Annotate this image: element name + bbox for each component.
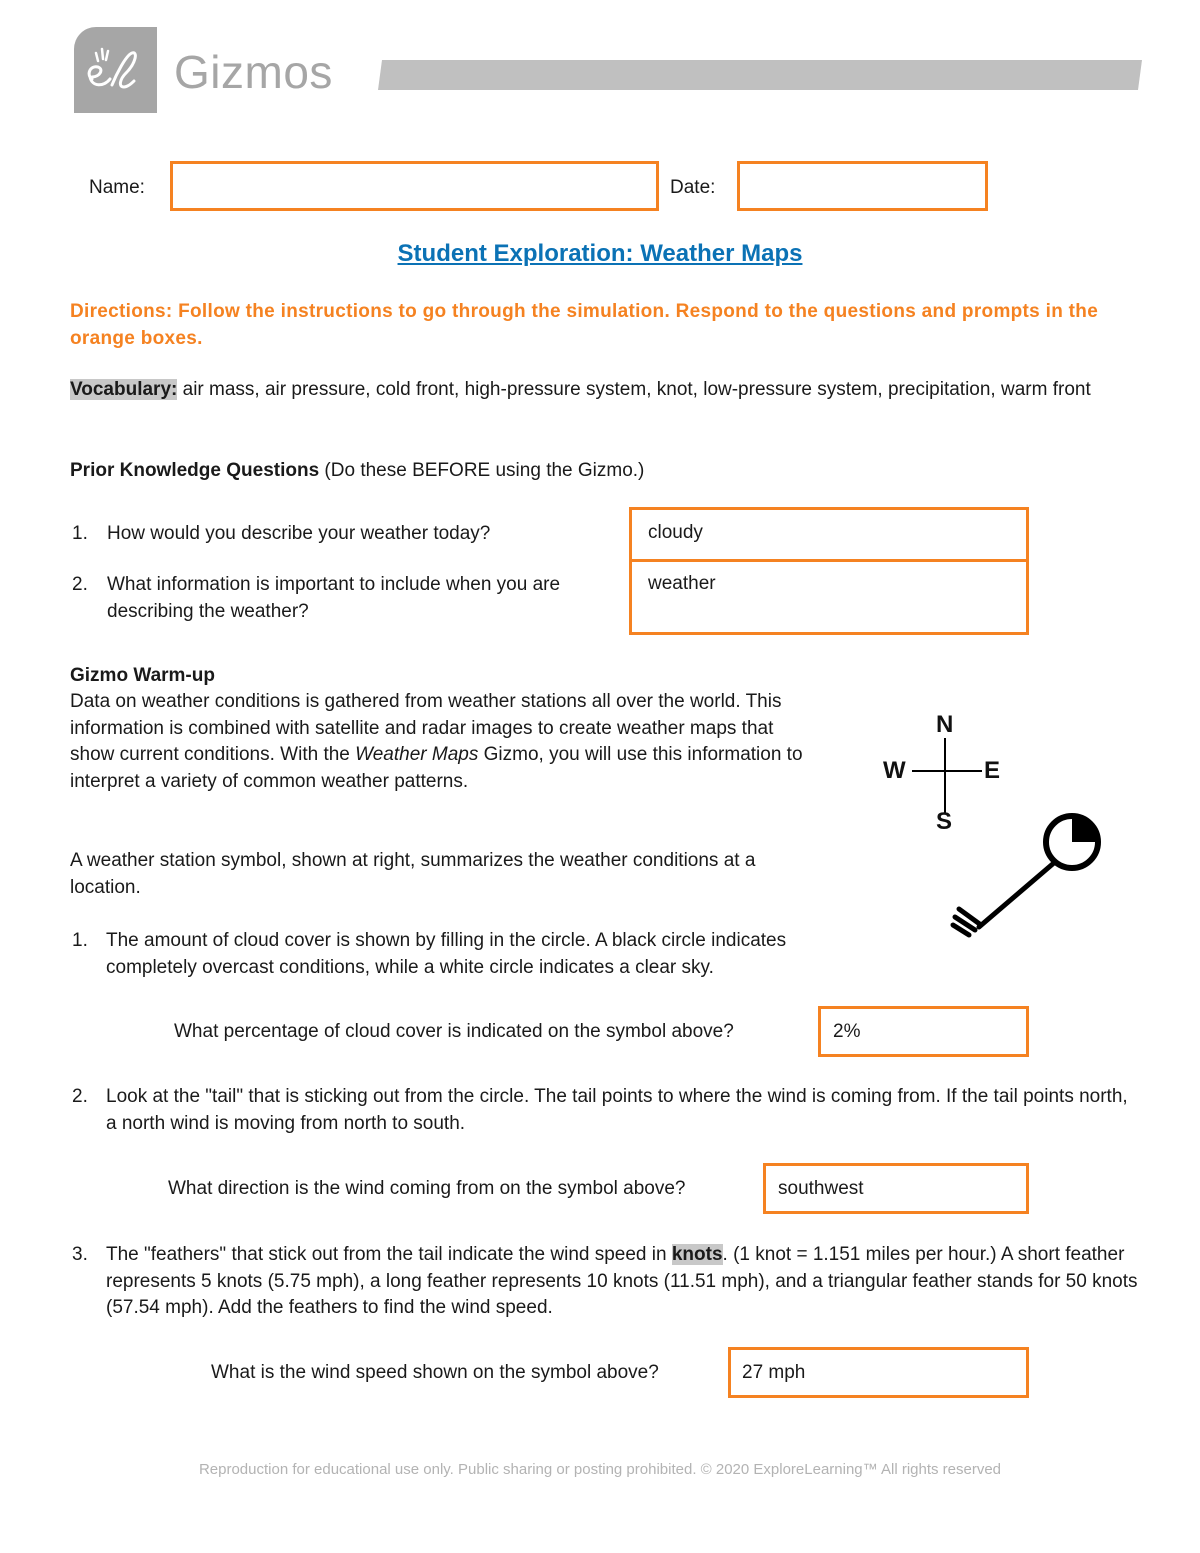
warmup-item-2 (70, 1084, 1135, 1137)
pk-q1-text: How would you describe your weather today? (107, 523, 491, 544)
wind-speed-answer: 27 mph (742, 1362, 806, 1383)
pk-answer-1-field[interactable] (629, 507, 1029, 562)
item-3-knots-highlight: knots (671, 1244, 723, 1265)
wind-speed-answer-field[interactable] (728, 1347, 1029, 1398)
item-1-number: 1. (72, 930, 88, 951)
warmup-intro-part2: Gizmo, you will use this information to interpret a variety of common weather patterns. (70, 744, 803, 792)
copyright-footer: Reproduction for educational use only. Public sharing or posting prohibited. © 2020 ExploreLearning™ All rights reserved (198, 1461, 1002, 1478)
date-field[interactable] (737, 161, 988, 211)
pk-q2-number: 2. (72, 574, 88, 595)
compass-vertical-line (944, 738, 946, 814)
compass-north-label: N (936, 711, 954, 738)
vocabulary-terms: air mass, air pressure, cold front, high-pressure system, knot, low-pressure system, precipitation, warm front (177, 379, 1091, 400)
cloud-cover-answer-field[interactable] (818, 1006, 1029, 1057)
pk-answer-2: weather (648, 573, 716, 594)
item-1-text: The amount of cloud cover is shown by filling in the circle. A black circle indicates completely overcast conditions, while a white circle indicates a clear sky. (106, 930, 787, 978)
wind-direction-answer-field[interactable] (763, 1163, 1029, 1214)
compass-south-label: S (936, 808, 953, 835)
pk-answer-1: cloudy (648, 522, 703, 543)
header-bar (378, 60, 1142, 90)
item-2-number: 2. (72, 1086, 88, 1107)
warmup-intro (70, 689, 820, 795)
cloud-cover-answer: 2% (833, 1021, 861, 1042)
name-label: Name: (89, 177, 145, 198)
pk-question-2 (70, 572, 610, 625)
el-logo-icon (82, 45, 148, 97)
item-3-text-part1: The "feathers" that stick out from the tail indicate the wind speed in (106, 1244, 672, 1265)
vocabulary-label: Vocabulary: (70, 379, 178, 400)
brand-name: Gizmos (174, 46, 333, 98)
warmup-heading: Gizmo Warm-up (70, 665, 215, 686)
compass-west-label: W (883, 757, 906, 784)
item-2-text: Look at the "tail" that is sticking out from the circle. The tail points to where the wind is coming from. If the tail points north, a north wind is moving from north to south. (106, 1086, 1128, 1134)
date-label: Date: (670, 177, 716, 198)
vocabulary-section (70, 377, 1140, 404)
warmup-intro-part1: Data on weather conditions is gathered from weather stations all over the world. This information is combined with satellite and radar images to create weather maps that show current conditions. With the (70, 691, 782, 765)
compass-east-label: E (984, 757, 1001, 784)
explorelearning-logo (74, 27, 157, 113)
prior-knowledge-title: Prior Knowledge Questions (70, 460, 320, 481)
wind-direction-answer: southwest (778, 1178, 864, 1199)
pk-q1-number: 1. (72, 523, 88, 544)
item-1-prompt: What percentage of cloud cover is indicated on the symbol above? (174, 1021, 734, 1042)
name-field[interactable] (170, 161, 659, 211)
compass-horizontal-line (912, 770, 982, 772)
item-2-prompt: What direction is the wind coming from on the symbol above? (168, 1178, 686, 1199)
pk-q2-text: What information is important to include when you are describing the weather? (107, 574, 561, 622)
item-3-prompt: What is the wind speed shown on the symbol above? (211, 1362, 659, 1383)
pk-question-1 (70, 521, 590, 548)
prior-knowledge-note: (Do these BEFORE using the Gizmo.) (319, 460, 645, 481)
item-3-text-part2: . (1 knot = 1.151 miles per hour.) A short feather represents 5 knots (5.75 mph), a long feather represents 10 knots (11.51 mph), and a triangular feather stands for 50 knots (57.54 mph). Add the feathers to find the wind speed. (106, 1244, 1138, 1318)
pk-answer-2-field[interactable] (629, 559, 1029, 635)
item-3-number: 3. (72, 1244, 88, 1265)
prior-knowledge-heading (70, 458, 1070, 485)
page-title: Student Exploration: Weather Maps (397, 240, 803, 267)
weather-station-symbol-icon (945, 805, 1115, 945)
warmup-item-3 (70, 1242, 1140, 1322)
warmup-symbol-text: A weather station symbol, shown at right, summarizes the weather conditions at a location. (70, 850, 756, 898)
directions-text: Directions: Follow the instructions to go through the simulation. Respond to the questions and prompts in the orange boxes. (70, 301, 1099, 349)
warmup-item-1 (70, 928, 860, 981)
warmup-intro-italic: Weather Maps (355, 744, 479, 765)
